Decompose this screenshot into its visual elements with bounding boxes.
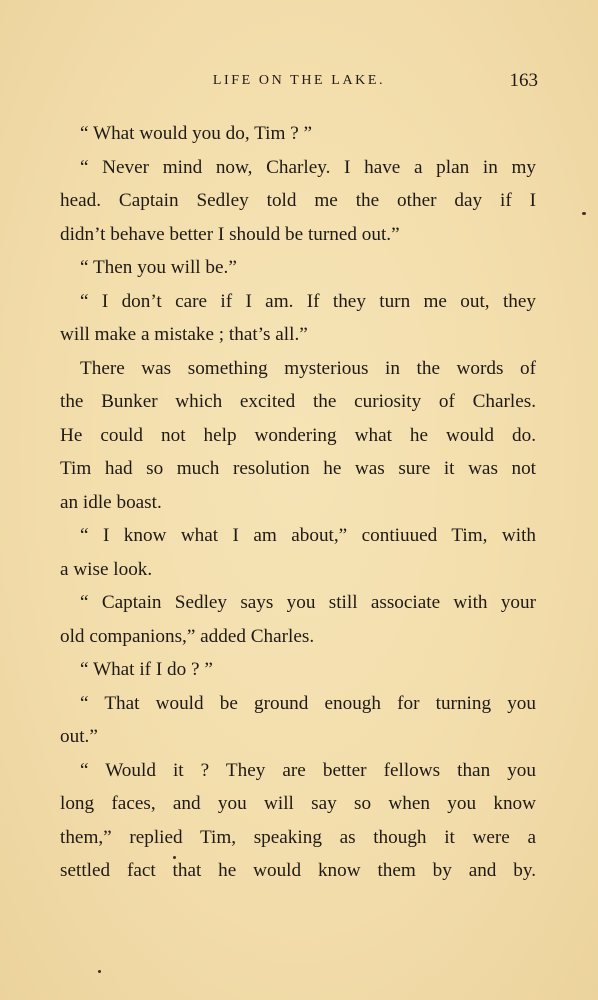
text-line: long faces, and you will say so when you know [60,793,536,814]
text-line: “ What would you do, Tim ? ” [80,123,313,144]
text-line: old companions,” added Charles. [60,626,315,647]
text-line: “ Then you will be.” [80,257,237,278]
text-line: “ Never mind now, Charley. I have a plan in my [80,157,536,178]
text-line: “ I know what I am about,” contiuued Tim, with [80,525,536,546]
text-line: will make a mistake ; that’s all.” [60,324,308,345]
text-line: the Bunker which excited the curiosity of Charles. [60,391,536,412]
running-title: LIFE ON THE LAKE. [212,73,386,88]
text-line: a wise look. [60,559,153,580]
text-line: “ Would it ? They are better fellows than you [80,760,536,781]
text-line: an idle boast. [60,492,162,513]
paper-speck [173,856,176,859]
page-number: 163 [509,70,538,91]
text-line: He could not help wondering what he would do. [60,425,536,446]
text-line: “ I don’t care if I am. If they turn me out, they [80,291,536,312]
running-head [60,70,538,94]
text-line: didn’t behave better I should be turned out.” [60,224,400,245]
text-line: “ Captain Sedley says you still associate with your [80,592,536,613]
paper-speck [582,212,586,215]
text-line: “ What if I do ? ” [80,659,213,680]
text-line: Tim had so much resolution he was sure it was not [60,458,536,479]
text-line: head. Captain Sedley told me the other day if I [60,190,536,211]
text-line: There was something mysterious in the words of [80,358,536,379]
text-line: settled fact that he would know them by and by. [60,860,536,881]
text-line: “ That would be ground enough for turning you [80,693,536,714]
text-line: out.” [60,726,98,747]
text-line: them,” replied Tim, speaking as though it were a [60,827,536,848]
paper-speck [98,970,101,973]
